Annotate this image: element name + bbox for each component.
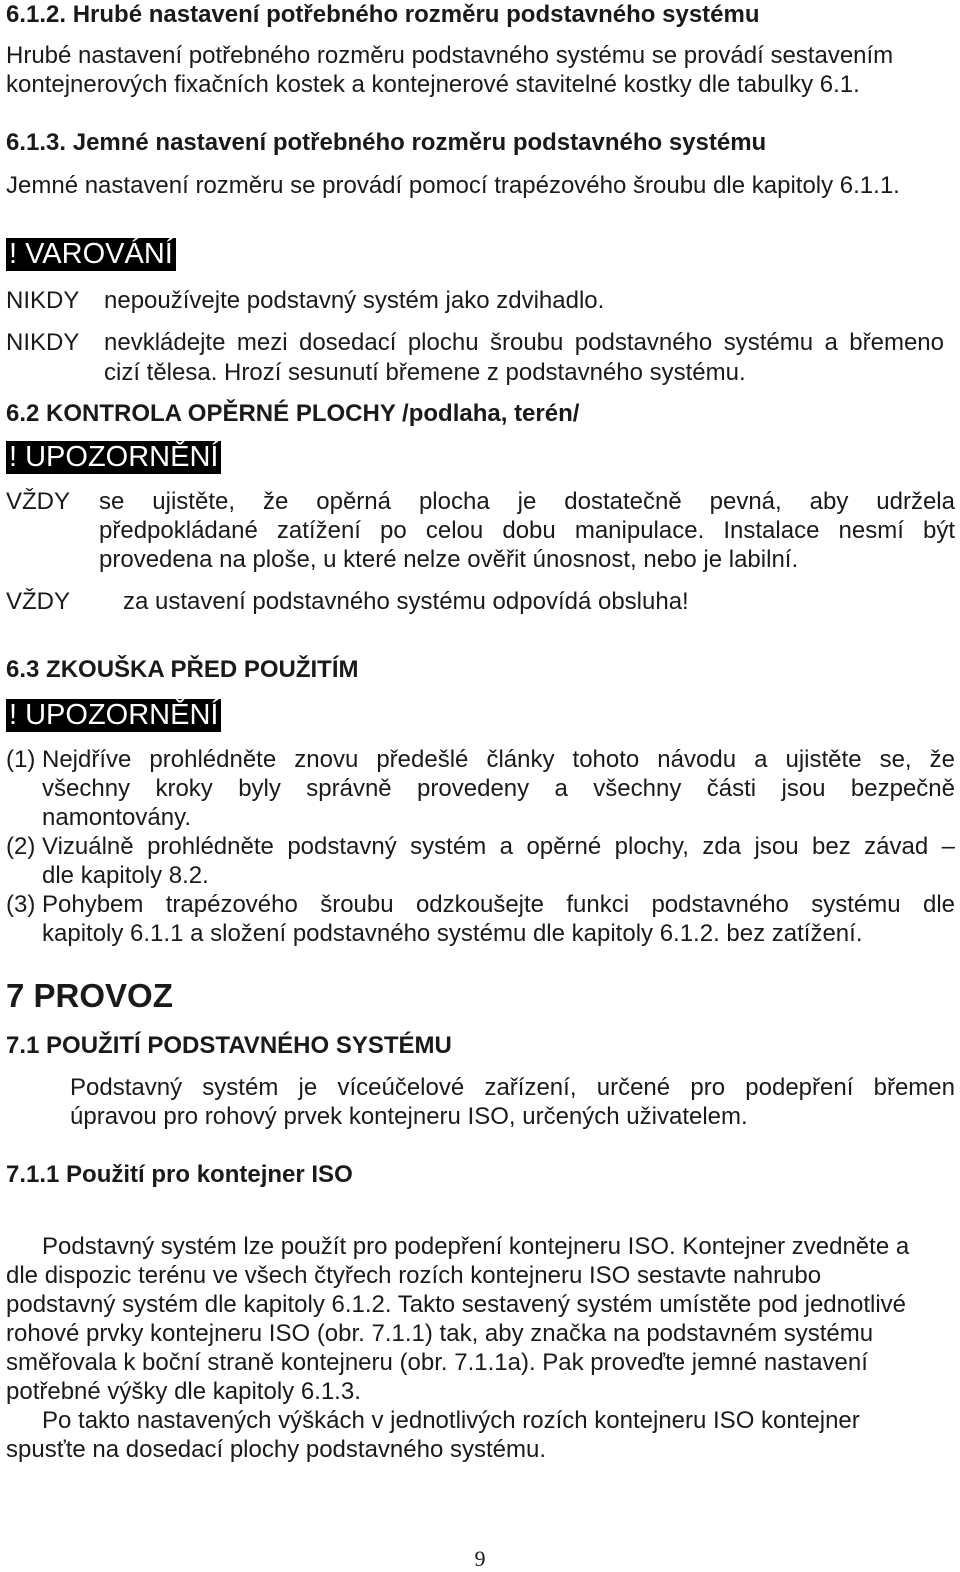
list-item-text: namontovány.	[42, 804, 191, 831]
heading-6-1-2: 6.1.2. Hrubé nastavení potřebného rozměru podstavného systému	[6, 1, 760, 28]
list-item-text: Nejdříve prohlédněte znovu předešlé články tohoto návodu a ujistěte se, že	[42, 746, 955, 773]
warning-label: NIKDY	[6, 287, 80, 314]
caution-badge: ! UPOZORNĚNÍ	[6, 699, 221, 732]
list-item-text: Pohybem trapézového šroubu odzkoušejte funkci podstavného systému dle	[42, 891, 955, 918]
heading-6-2: 6.2 KONTROLA OPĚRNÉ PLOCHY /podlaha, terén/	[6, 400, 580, 427]
text-line: Hrubé nastavení potřebného rozměru podstavného systému se provádí sestavením	[6, 42, 894, 69]
always-text: se ujistěte, že opěrná plocha je dostatečně pevná, aby udržela	[99, 488, 955, 515]
text-line: Podstavný systém lze použít pro podepření kontejneru ISO. Kontejner zvedněte a	[42, 1233, 910, 1260]
chapter-heading: 7 PROVOZ	[6, 977, 173, 1014]
heading-6-3: 6.3 ZKOUŠKA PŘED POUŽITÍM	[6, 656, 359, 683]
text-line: dle dispozic terénu ve všech čtyřech rozích kontejneru ISO sestavte nahrubo	[6, 1262, 822, 1289]
list-number: (2)	[6, 833, 36, 860]
list-item-text: všechny kroky byly správně provedeny a všechny části jsou bezpečně	[42, 775, 955, 802]
text-line: rohové prvky kontejneru ISO (obr. 7.1.1) tak, aby značka na podstavném systému	[6, 1320, 874, 1347]
warning-text: cizí tělesa. Hrozí sesunutí břemene z podstavného systému.	[104, 359, 746, 386]
heading-7-1-1: 7.1.1 Použití pro kontejner ISO	[6, 1161, 353, 1188]
text-line: úpravou pro rohový prvek kontejneru ISO, určených uživatelem.	[70, 1103, 748, 1130]
text-line: Po takto nastavených výškách v jednotlivých rozích kontejneru ISO kontejner	[42, 1407, 860, 1434]
text-line: Podstavný systém je víceúčelové zařízení, určené pro podepření břemen	[70, 1074, 955, 1101]
list-number: (1)	[6, 746, 36, 773]
always-text: provedena na ploše, u které nelze ověřit únosnost, nebo je labilní.	[99, 546, 799, 573]
always-label: VŽDY	[6, 588, 71, 615]
heading-6-1-3: 6.1.3. Jemné nastavení potřebného rozměru podstavného systému	[6, 129, 767, 156]
caution-badge: ! UPOZORNĚNÍ	[6, 441, 221, 474]
list-item-text: kapitoly 6.1.1 a složení podstavného systému dle kapitoly 6.1.2. bez zatížení.	[42, 920, 863, 947]
warning-text: nevkládejte mezi dosedací plochu šroubu podstavného systému a břemeno	[104, 329, 944, 356]
always-label: VŽDY	[6, 488, 71, 515]
text-line: spusťte na dosedací plochy podstavného systému.	[6, 1436, 546, 1463]
heading-7-1: 7.1 POUŽITÍ PODSTAVNÉHO SYSTÉMU	[6, 1032, 452, 1059]
warning-label: NIKDY	[6, 329, 80, 356]
always-text: předpokládané zatížení po celou dobu manipulace. Instalace nesmí být	[99, 517, 955, 544]
text-line: potřebné výšky dle kapitoly 6.1.3.	[6, 1378, 361, 1405]
text-line: směřovala k boční straně kontejneru (obr. 7.1.1a). Pak proveďte jemné nastavení	[6, 1349, 868, 1376]
always-text: za ustavení podstavného systému odpovídá obsluha!	[123, 588, 689, 615]
text-line: podstavný systém dle kapitoly 6.1.2. Takto sestavený systém umístěte pod jednotlivé	[6, 1291, 907, 1318]
list-number: (3)	[6, 891, 36, 918]
list-item-text: Vizuálně prohlédněte podstavný systém a opěrné plochy, zda jsou bez závad –	[42, 833, 955, 860]
text-line: Jemné nastavení rozměru se provádí pomocí trapézového šroubu dle kapitoly 6.1.1.	[6, 172, 900, 199]
list-item-text: dle kapitoly 8.2.	[42, 862, 209, 889]
warning-badge: ! VAROVÁNÍ	[6, 238, 176, 271]
warning-text: nepoužívejte podstavný systém jako zdvihadlo.	[104, 287, 605, 314]
text-line: kontejnerových fixačních kostek a kontejnerové stavitelné kostky dle tabulky 6.1.	[6, 71, 860, 98]
page-number: 9	[474, 1546, 486, 1571]
